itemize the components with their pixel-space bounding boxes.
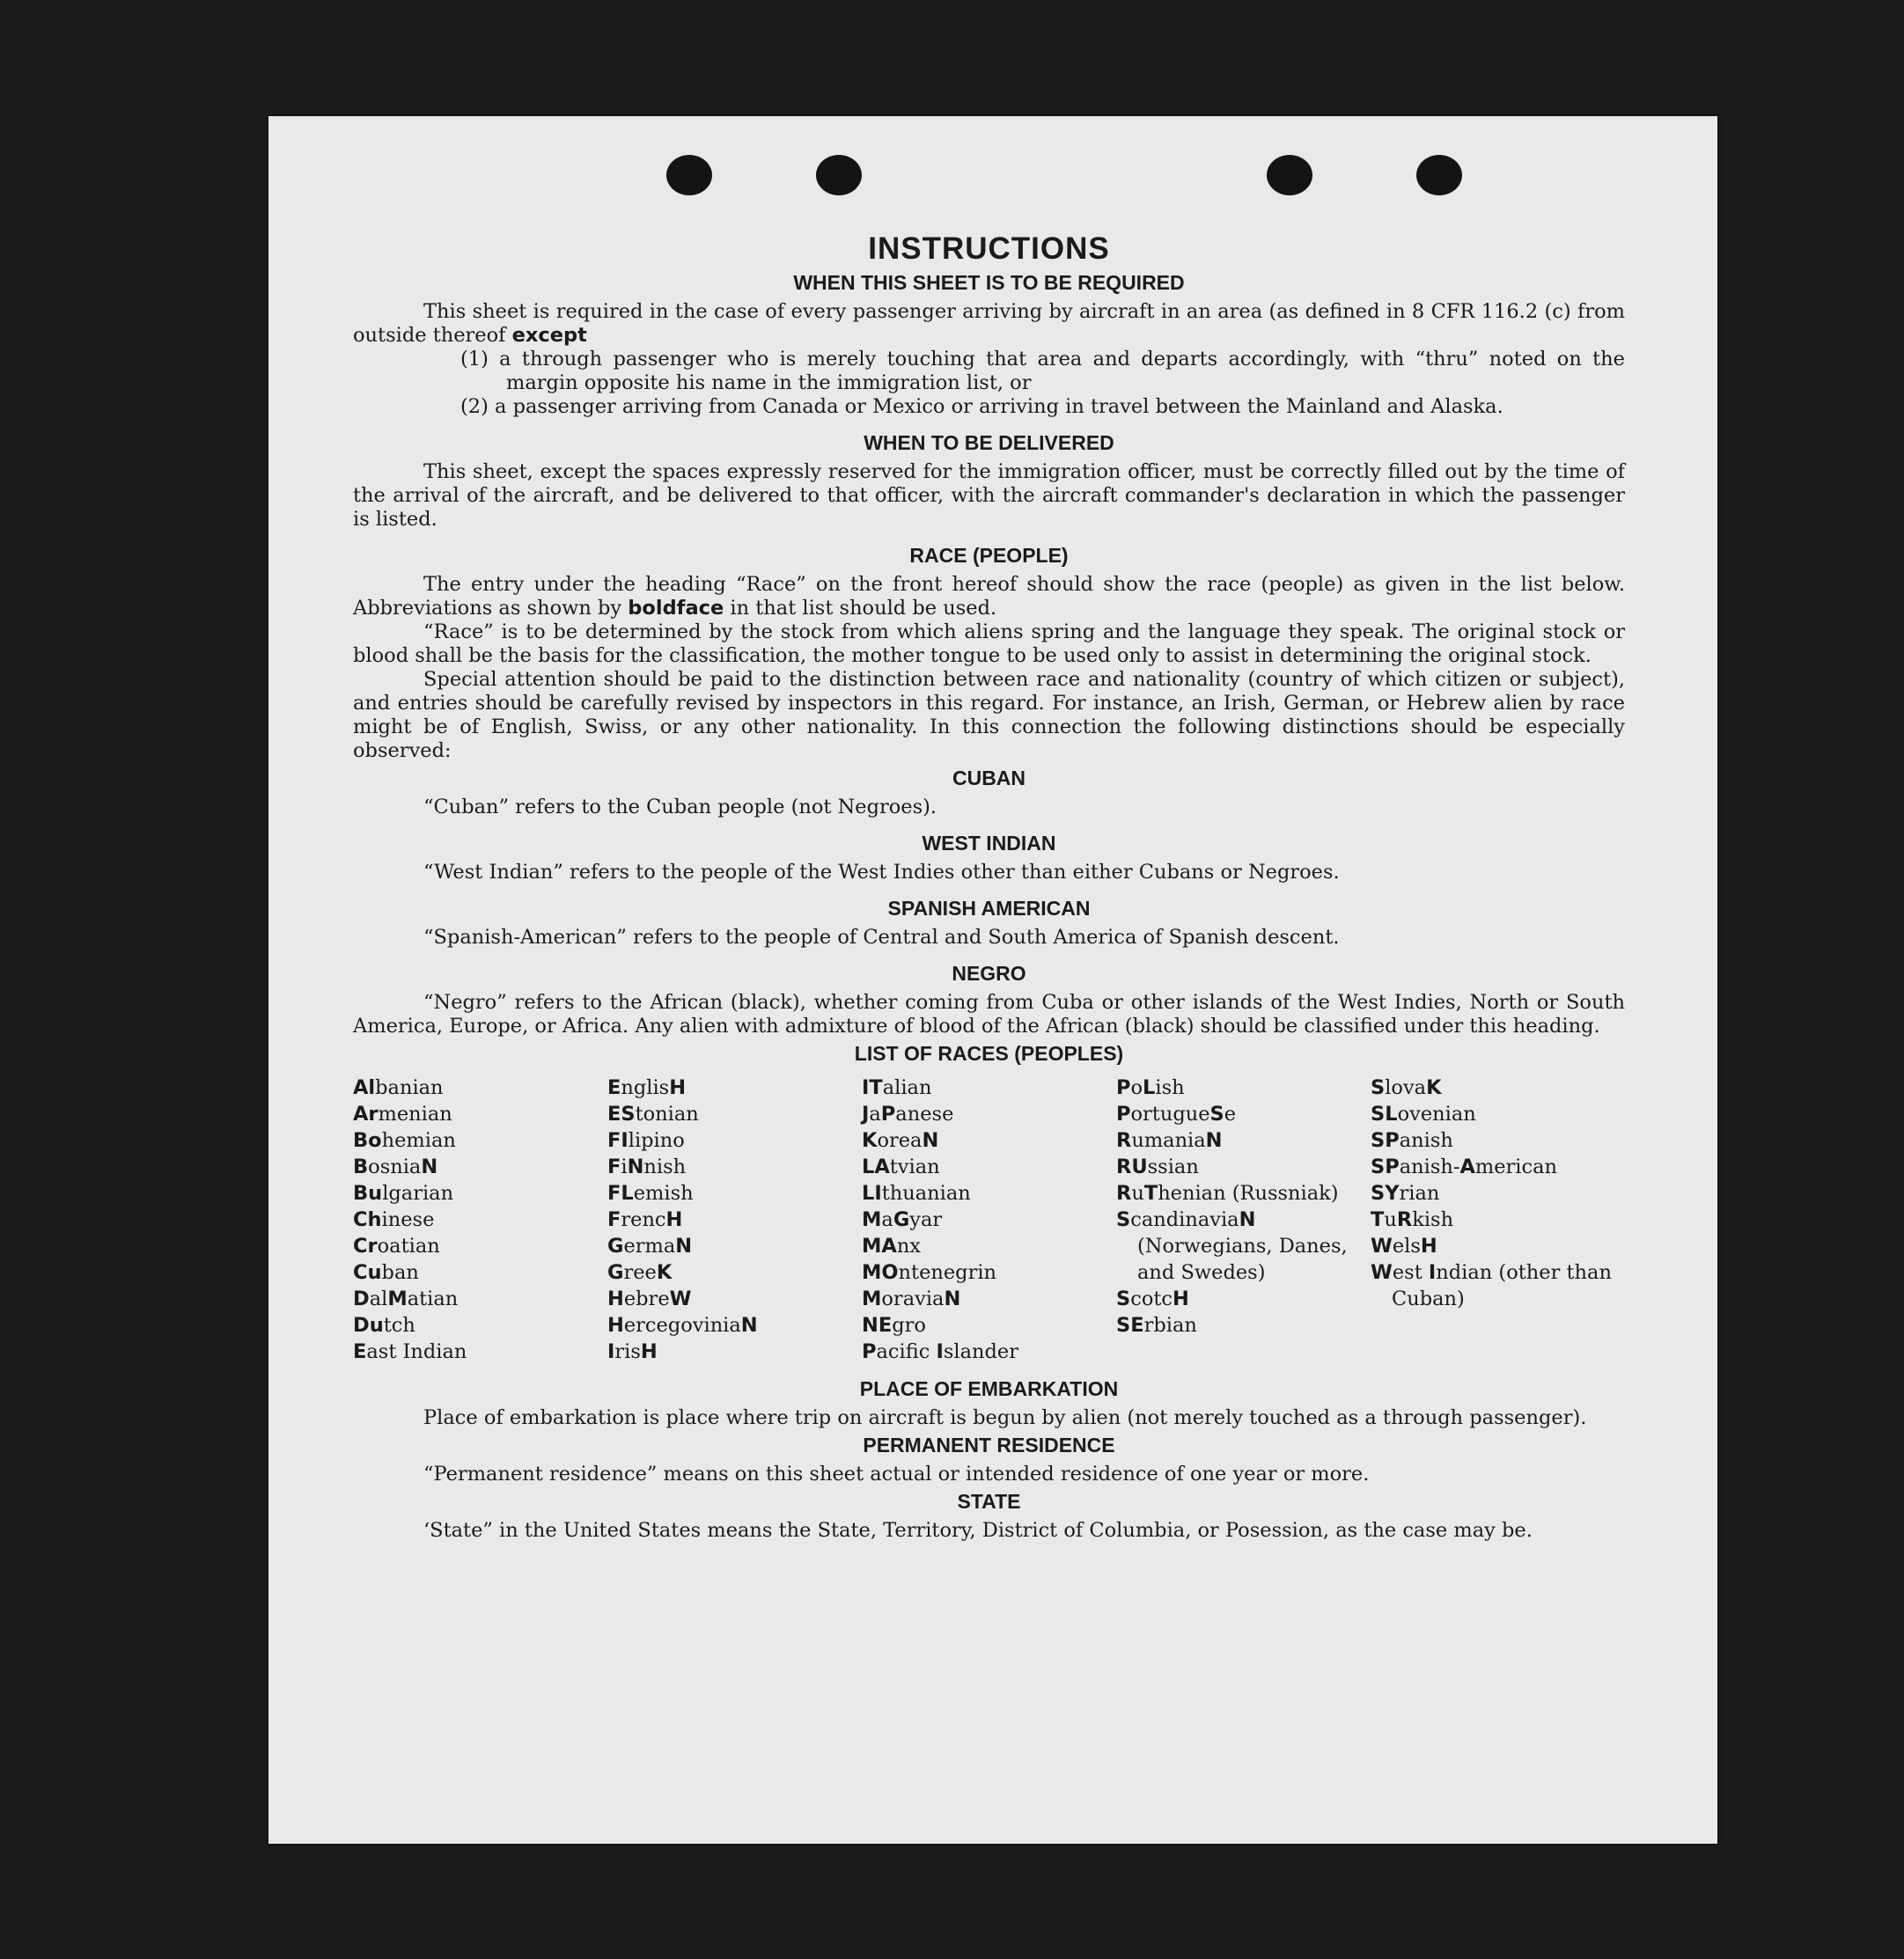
negro-heading: NEGRO	[952, 962, 1026, 985]
race-item: RumaniaN	[1116, 1129, 1223, 1152]
race-item: NEgro	[862, 1314, 926, 1337]
race-item: ITalian	[862, 1076, 932, 1099]
except-word: except	[511, 324, 587, 347]
spanish-american-heading: SPANISH AMERICAN	[887, 897, 1091, 920]
residence-text: “Permanent residence” means on this sheet actual or intended residence of one year or more.	[423, 1463, 1370, 1486]
race-item: Armenian	[353, 1103, 452, 1126]
race-column	[1371, 1075, 1625, 1365]
residence-heading: PERMANENT RESIDENCE	[863, 1434, 1115, 1456]
west-indian-text: “West Indian” refers to the people of the West Indies other than either Cubans or Negroes.	[423, 861, 1340, 884]
race-paragraph-1: The entry under the heading “Race” on the front hereof should show the race (people) as given in the list below. Abbreviations as shown by boldface in that list should be used.	[353, 573, 1625, 620]
race-item: SPanish-American	[1371, 1156, 1557, 1178]
race-paragraph-2: “Race” is to be determined by the stock from which aliens spring and the language they speak. The original stock or blood shall be the basis for the classification, the mother tongue to be used only to assist in determining the original stock.	[353, 620, 1625, 667]
race-item: TuRkish	[1371, 1208, 1454, 1231]
race-item: EnglisH	[607, 1076, 687, 1099]
punch-hole	[816, 155, 862, 195]
state-heading: STATE	[957, 1490, 1021, 1513]
instructions-content	[353, 232, 1625, 1543]
race-item: KoreaN	[862, 1129, 939, 1152]
race-column	[1116, 1075, 1371, 1365]
race-paragraph-3: Special attention should be paid to the distinction between race and nationality (country of which citizen or subject), and entries should be carefully revised by inspectors in this regard. For instance, an Irish, German, or Hebrew alien by race might be of English, Swiss, or any other nationality. In this connection the following distinctions should be especially observed:	[353, 668, 1625, 762]
race-item: WelsH	[1371, 1235, 1437, 1258]
race-item: PoLish	[1116, 1076, 1185, 1099]
race-item: SlovaK	[1371, 1076, 1442, 1099]
race-list	[353, 1075, 1625, 1365]
race-item: Cuban	[353, 1261, 419, 1284]
race-item: GermaN	[607, 1235, 693, 1258]
race-item: LIthuanian	[862, 1182, 971, 1205]
race-item: East Indian	[353, 1340, 467, 1363]
punch-hole	[666, 155, 712, 195]
race-item: FrencH	[607, 1208, 683, 1231]
race-item: MOntenegrin	[862, 1261, 997, 1284]
race-item: Pacific Islander	[862, 1340, 1018, 1363]
embarkation-heading: PLACE OF EMBARKATION	[859, 1377, 1119, 1400]
race-item: Croatian	[353, 1235, 440, 1258]
race-item: Bohemian	[353, 1129, 456, 1152]
race-item: SErbian	[1116, 1314, 1197, 1337]
race-item: DalMatian	[353, 1288, 459, 1310]
race-item: RUssian	[1116, 1156, 1199, 1178]
race-item: MAnx	[862, 1235, 921, 1258]
race-item: EStonian	[607, 1103, 699, 1126]
race-item: SPanish	[1371, 1129, 1453, 1152]
race-item: FIlipino	[607, 1129, 685, 1152]
race-column	[353, 1075, 607, 1365]
punch-hole	[1416, 155, 1462, 195]
race-item: SLovenian	[1371, 1103, 1476, 1126]
west-indian-heading: WEST INDIAN	[922, 832, 1056, 855]
race-item: Chinese	[353, 1208, 435, 1231]
race-item: HercegoviniaN	[607, 1314, 758, 1337]
required-intro: This sheet is required in the case of every passenger arriving by aircraft in an area (as defined in 8 CFR 116.2 (c) from outside thereof except	[353, 300, 1625, 347]
list-of-races-heading: LIST OF RACES (PEOPLES)	[854, 1042, 1124, 1065]
race-item: FLemish	[607, 1182, 694, 1205]
race-item: HebreW	[607, 1288, 692, 1310]
race-heading: RACE (PEOPLE)	[909, 544, 1069, 567]
race-item: JaPanese	[862, 1103, 954, 1126]
boldface-word: boldface	[628, 597, 724, 620]
required-item-2: (2) a passenger arriving from Canada or Mexico or arriving in travel between the Mainland and Alaska.	[460, 395, 1503, 418]
race-item: Albanian	[353, 1076, 444, 1099]
race-item: West Indian (other than Cuban)	[1371, 1261, 1612, 1310]
race-item: LAtvian	[862, 1156, 940, 1178]
race-column	[607, 1075, 862, 1365]
race-item: MoraviaN	[862, 1288, 961, 1310]
embarkation-text: Place of embarkation is place where trip on aircraft is begun by alien (not merely touched as a through passenger).	[423, 1406, 1587, 1429]
race-column	[862, 1075, 1116, 1365]
cuban-heading: CUBAN	[952, 767, 1026, 789]
state-text: ‘State” in the United States means the State, Territory, District of Columbia, or Posession, as the case may be.	[423, 1519, 1533, 1542]
race-item: MaGyar	[862, 1208, 943, 1231]
race-item: IrisH	[607, 1340, 658, 1363]
race-item: FiNnish	[607, 1156, 687, 1178]
page-title: INSTRUCTIONS	[868, 231, 1110, 266]
race-item: PortugueSe	[1116, 1103, 1237, 1126]
race-item: RuThenian (Russniak)	[1116, 1182, 1339, 1205]
required-item-1: (1) a through passenger who is merely touching that area and departs accordingly, with “thru” noted on the margin opposite his name in the immigration list, or	[460, 348, 1625, 394]
race-item: ScandinaviaN (Norwegians, Danes, and Swedes)	[1116, 1208, 1348, 1284]
spanish-american-text: “Spanish-American” refers to the people of Central and South America of Spanish descent.	[423, 926, 1340, 949]
delivered-text: This sheet, except the spaces expressly reserved for the immigration officer, must be correctly filled out by the time of the arrival of the aircraft, and be delivered to that officer, with the aircraft commander's declaration in which the passenger is listed.	[353, 460, 1625, 531]
race-item: SYrian	[1371, 1182, 1440, 1205]
negro-text: “Negro” refers to the African (black), whether coming from Cuba or other islands of the West Indies, North or South America, Europe, or Africa. Any alien with admixture of blood of the African (black) should be classified under this heading.	[353, 991, 1625, 1038]
race-item: BosniaN	[353, 1156, 438, 1178]
race-item: ScotcH	[1116, 1288, 1189, 1310]
punch-hole	[1267, 155, 1312, 195]
cuban-text: “Cuban” refers to the Cuban people (not Negroes).	[423, 796, 937, 818]
delivered-heading: WHEN TO BE DELIVERED	[864, 431, 1114, 454]
race-item: Dutch	[353, 1314, 415, 1337]
required-heading: WHEN THIS SHEET IS TO BE REQUIRED	[793, 271, 1185, 294]
race-item: GreeK	[607, 1261, 673, 1284]
document-sheet	[268, 116, 1717, 1844]
race-item: Bulgarian	[353, 1182, 454, 1205]
